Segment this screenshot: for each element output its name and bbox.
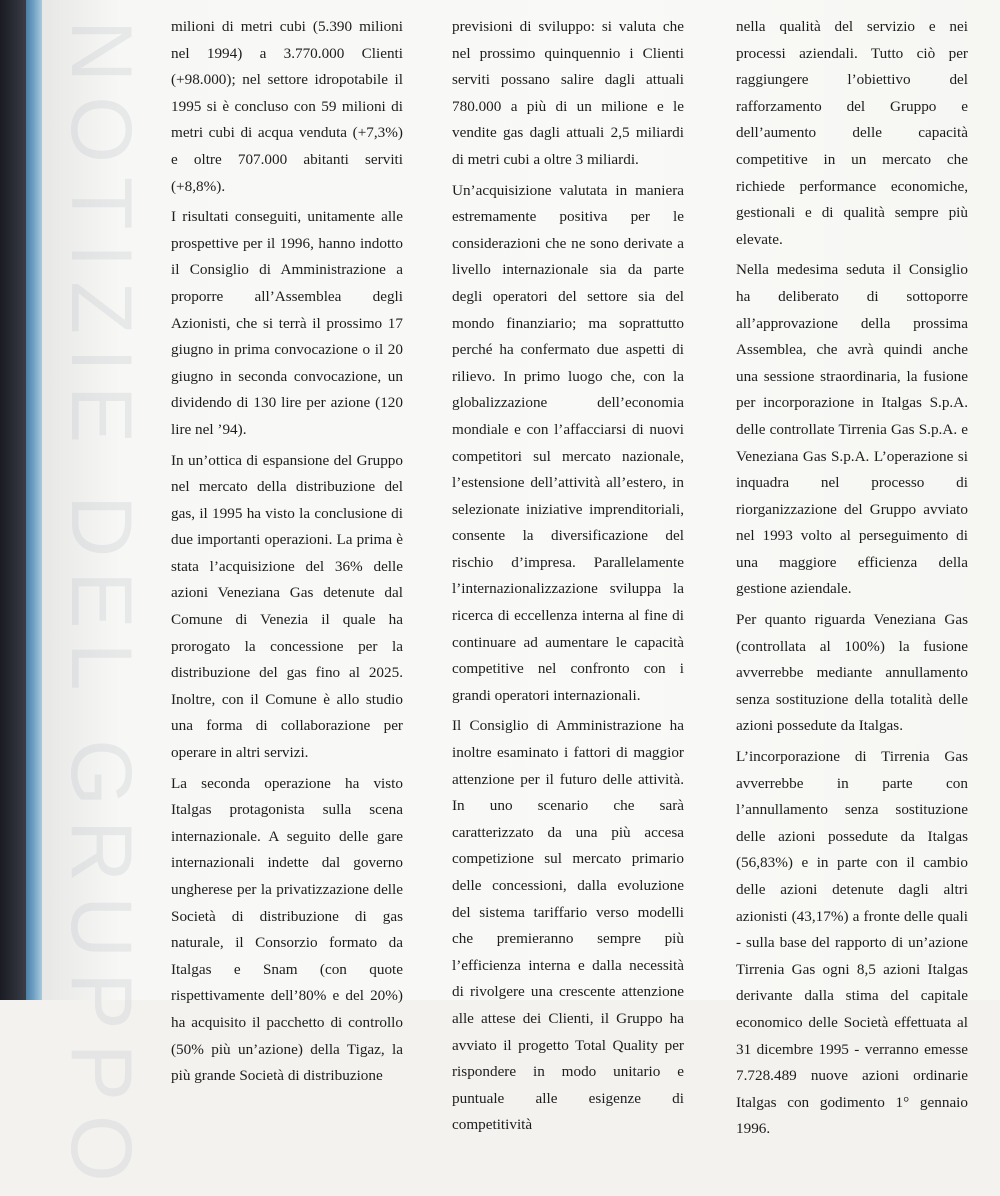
paragraph: Nella medesima seduta il Consiglio ha deliberato di sottoporre all’approvazione della prossima Assemblea, che avrà quindi anche una sessione straordinaria, la fusione per incorporazione in Italgas S.p.A. delle controllate Tirrenia Gas S.p.A. e Veneziana Gas S.p.A. L’operazione si inquadra nel processo di riorganizzazione del Gruppo avviato nel 1993 volto al perseguimento di una maggiore efficienza della gestione aziendale. — [736, 261, 968, 598]
paragraph: Per quanto riguarda Veneziana Gas (controllata al 100%) la fusione avverrebbe mediante annullamento senza sostituzione della totalità delle azioni possedute da Italgas. — [736, 611, 968, 735]
paragraph: L’incorporazione di Tirrenia Gas avverrebbe in parte con l’annullamento senza sostituzione delle azioni possedute da Italgas (56,83%) e in parte con il cambio delle azioni detenute dagli altri azionisti (43,17%) a fronte delle quali - sulla base del rapporto di un’azione Tirrenia Gas ogni 8,5 azioni Italgas derivante dalla stima del capitale economico delle Società effettuata al 31 dicembre 1995 - verranno emesse 7.728.489 nuove azioni ordinarie Italgas con godimento 1° gennaio 1996. — [736, 748, 968, 1138]
paragraph: La seconda operazione ha visto Italgas protagonista sulla scena internazionale. A seguito delle gare internazionali indette dal governo ungherese per la privatizzazione delle Società di distribuzione di gas naturale, il Consorzio formato da Italgas e Snam (con quote rispettivamente dell’80% e del 20%) ha acquisito il pacchetto di controllo (50% più un’azione) della Tigaz, la più grande Società di distribuzione — [171, 774, 403, 1085]
paragraph: In un’ottica di espansione del Gruppo nel mercato della distribuzione del gas, il 1995 ha visto la conclusione di due importanti operazioni. La prima è stata l’acquisizione del 36% delle azioni Veneziana Gas detenute dal Comune di Venezia il quale ha prorogato la concessione per la distribuzione del gas fino al 2025. Inoltre, con il Comune è allo studio una forma di collaborazione per operare in altri servizi. — [171, 451, 403, 762]
vertical-watermark — [53, 20, 150, 1196]
watermark-text: NOTIZIE DEL GRUPPO — [53, 20, 149, 1196]
text-column-3 — [736, 14, 968, 1143]
paragraph: nella qualità del servizio e nei processi aziendali. Tutto ciò per raggiungere l’obiettivo del rafforzamento del Gruppo e dell’aumento delle capacità competitive in un mercato che richiede performance economiche, gestionali e di qualità sempre più elevate. — [736, 18, 968, 248]
paragraph: Un’acquisizione valutata in maniera estremamente positiva per le considerazioni che ne sono derivate a livello internazionale sia da parte degli operatori del settore sia del mondo finanziario; ma soprattutto perché ha confermato due aspetti di rilievo. In primo luogo che, con la globalizzazione dell’economia mondiale e con l’affacciarsi di nuovi competitori sul mercato nazionale, l’estensione dell’attività all’estero, in selezionate iniziative imprenditoriali, consente la diversificazione del rischio d’impresa. Parallelamente l’internazionalizzazione sviluppa la ricerca di eccellenza interna al fine di continuare ad aumentare le capacità competitive nel confronto con i grandi operatori internazionali. — [452, 181, 684, 704]
paragraph: I risultati conseguiti, unitamente alle prospettive per il 1996, hanno indotto il Consiglio di Amministrazione a proporre all’Assemblea degli Azionisti, che si terrà il prossimo 17 giugno in prima convocazione o il 20 giugno in seconda convocazione, un dividendo di 130 lire per azione (120 lire nel ’94). — [171, 208, 403, 438]
text-column-2 — [452, 14, 684, 1139]
page-edge-strip — [26, 0, 42, 1000]
document-page — [42, 0, 1000, 1196]
book-binding — [0, 0, 26, 1000]
paragraph: previsioni di sviluppo: si valuta che nel prossimo quinquennio i Clienti serviti possano salire dagli attuali 780.000 a più di un milione e le vendite gas dagli attuali 2,5 miliardi di metri cubi a oltre 3 miliardi. — [452, 18, 684, 168]
text-column-1 — [171, 14, 403, 1090]
paragraph: Il Consiglio di Amministrazione ha inoltre esaminato i fattori di maggior attenzione per il futuro delle attività. In uno scenario che sarà caratterizzato da una più accesa competizione sul mercato primario delle concessioni, dalla evoluzione del sistema tariffario verso modelli che premieranno sempre più l’efficienza interna e dalla necessità di rivolgere una crescente attenzione alle attese dei Clienti, il Gruppo ha avviato il progetto Total Quality per rispondere in modo unitario e puntuale alle esigenze di competitività — [452, 717, 684, 1134]
paragraph: milioni di metri cubi (5.390 milioni nel 1994) a 3.770.000 Clienti (+98.000); nel settore idropotabile il 1995 si è concluso con 59 milioni di metri cubi di acqua venduta (+7,3%) e oltre 707.000 abitanti serviti (+8,8%). — [171, 18, 403, 195]
